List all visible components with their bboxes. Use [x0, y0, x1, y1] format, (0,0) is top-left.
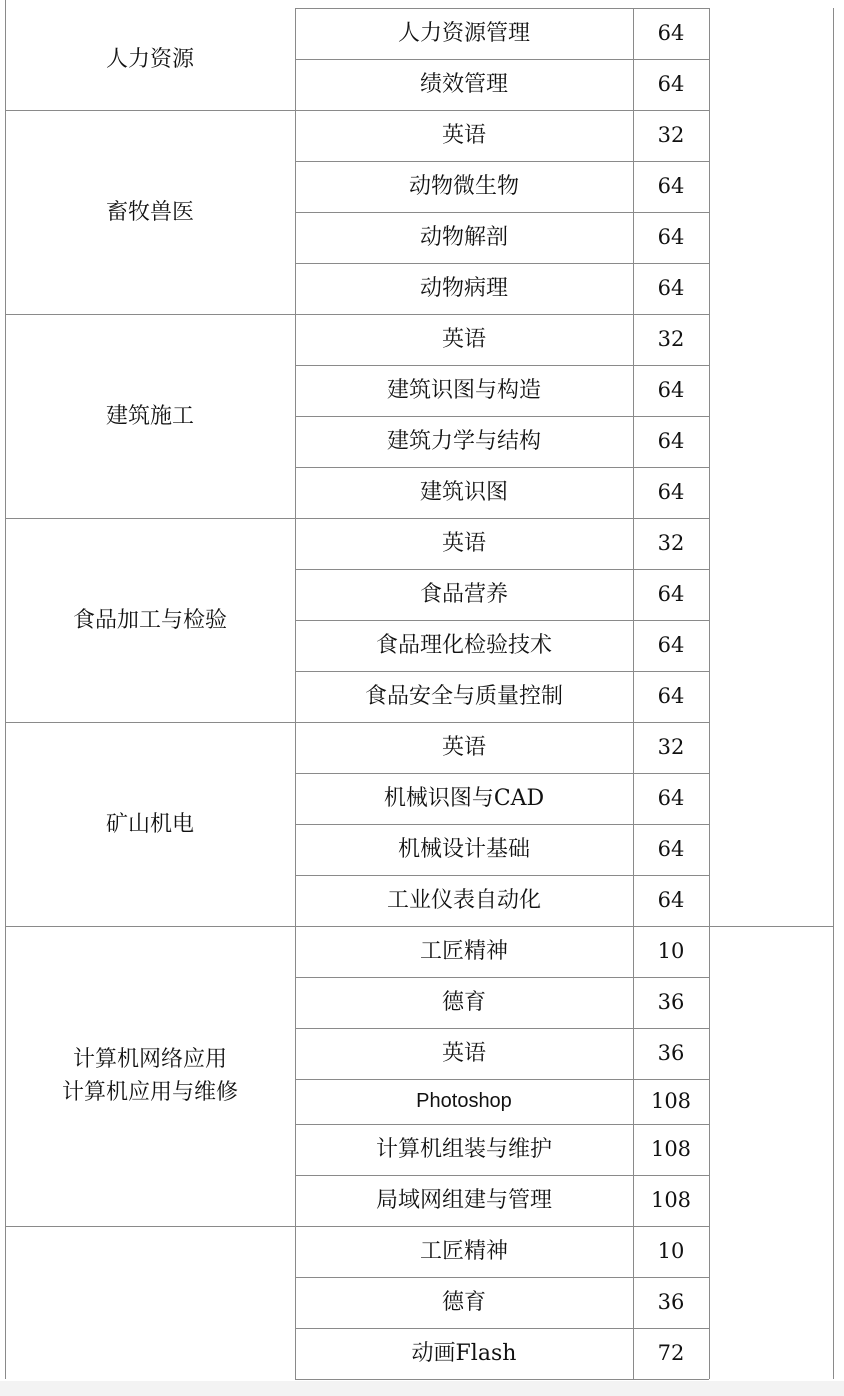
hours-cell: 108: [650, 1137, 692, 1161]
course-name-cell: 德育: [441, 1290, 486, 1315]
left-border: [5, 0, 6, 1379]
hours-cell: 108: [650, 1188, 692, 1212]
row-divider: [295, 59, 709, 60]
course-name-cell: 计算机组装与维护: [375, 1137, 552, 1162]
course-name-cell: 德育: [441, 990, 486, 1015]
group-divider: [5, 722, 709, 723]
hours-cell: 72: [657, 1341, 685, 1365]
hours-cell: 64: [657, 888, 685, 912]
course-name-cell: 工业仪表自动化: [386, 888, 541, 913]
major-cell: 矿山机电: [105, 811, 194, 837]
course-name-cell: 英语: [441, 1041, 486, 1066]
course-name-cell: 建筑识图: [419, 480, 508, 505]
course-name-cell: 机械识图与CAD: [383, 786, 545, 811]
hours-cell: 64: [657, 480, 685, 504]
hours-cell: 10: [657, 1239, 685, 1263]
hours-cell: 32: [657, 531, 685, 555]
hours-cell: 32: [657, 735, 685, 759]
course-name-cell: 建筑识图与构造: [386, 378, 541, 403]
page-bottom-band: [0, 1381, 844, 1396]
row-divider: [295, 161, 709, 162]
course-name-cell: 局域网组建与管理: [375, 1188, 552, 1213]
course-name-cell: 工匠精神: [419, 1239, 508, 1264]
row-divider: [295, 1124, 709, 1125]
course-name-cell: Photoshop: [416, 1090, 512, 1112]
hours-cell: 64: [657, 837, 685, 861]
row-divider: [295, 212, 709, 213]
course-name-cell: 英语: [441, 735, 486, 760]
row-divider: [295, 1028, 709, 1029]
row-divider: [295, 620, 709, 621]
course-name-cell: 动物病理: [419, 276, 508, 301]
course-name-cell: 英语: [441, 327, 486, 352]
hours-cell: 64: [657, 21, 685, 45]
course-name-cell: 工匠精神: [419, 939, 508, 964]
hours-cell: 64: [657, 72, 685, 96]
course-name-cell: 建筑力学与结构: [386, 429, 541, 454]
hours-cell: 64: [657, 786, 685, 810]
course-name-cell: 机械设计基础: [397, 837, 530, 862]
hours-cell: 64: [657, 174, 685, 198]
course-name-cell: 英语: [441, 123, 486, 148]
hours-cell: 10: [657, 939, 685, 963]
course-name-cell: 动画Flash: [411, 1341, 517, 1366]
row-divider: [295, 467, 709, 468]
hours-cell: 32: [657, 327, 685, 351]
row-divider: [295, 365, 709, 366]
row-divider: [295, 1277, 709, 1278]
group-divider: [5, 926, 709, 927]
row-divider: [295, 875, 709, 876]
hours-cell: 64: [657, 633, 685, 657]
hours-cell: 36: [657, 1290, 685, 1314]
course-name-cell: 食品理化检验技术: [375, 633, 552, 658]
course-name-cell: 绩效管理: [419, 72, 508, 97]
row-divider: [295, 977, 709, 978]
hours-cell: 108: [650, 1089, 692, 1113]
row-divider: [295, 263, 709, 264]
group-divider: [5, 314, 709, 315]
row-divider: [295, 1379, 709, 1380]
hours-cell: 64: [657, 276, 685, 300]
outer-divider: [709, 926, 833, 927]
hours-cell: 36: [657, 990, 685, 1014]
major-cell: 计算机网络应用 计算机应用与维修: [61, 1047, 238, 1105]
major-cell: 畜牧兽医: [105, 199, 194, 225]
group-divider: [5, 1226, 709, 1227]
course-name-cell: 动物微生物: [408, 174, 519, 199]
row-divider: [295, 1175, 709, 1176]
hours-cell: 64: [657, 684, 685, 708]
major-cell: [5, 1226, 295, 1379]
group-divider: [5, 110, 709, 111]
row-divider: [295, 773, 709, 774]
course-name-cell: 人力资源管理: [397, 21, 530, 46]
row-divider: [295, 671, 709, 672]
major-cell: 建筑施工: [105, 403, 194, 429]
hours-column-border: [633, 8, 634, 1379]
course-name-cell: 英语: [441, 531, 486, 556]
row-divider: [295, 1328, 709, 1329]
row-divider: [295, 1079, 709, 1080]
hours-cell: 64: [657, 378, 685, 402]
course-column-border: [295, 8, 296, 1379]
row-divider: [295, 824, 709, 825]
hours-column-right-border: [709, 8, 710, 1379]
outer-right-border: [833, 8, 834, 1379]
group-divider: [5, 518, 709, 519]
row-divider: [295, 569, 709, 570]
hours-cell: 64: [657, 225, 685, 249]
hours-cell: 64: [657, 582, 685, 606]
major-cell: 食品加工与检验: [72, 607, 227, 633]
course-name-cell: 食品安全与质量控制: [364, 684, 563, 709]
course-name-cell: 动物解剖: [419, 225, 508, 250]
major-cell: 人力资源: [105, 46, 194, 72]
hours-cell: 36: [657, 1041, 685, 1065]
hours-cell: 32: [657, 123, 685, 147]
row-divider: [295, 416, 709, 417]
hours-cell: 64: [657, 429, 685, 453]
course-name-cell: 食品营养: [419, 582, 508, 607]
